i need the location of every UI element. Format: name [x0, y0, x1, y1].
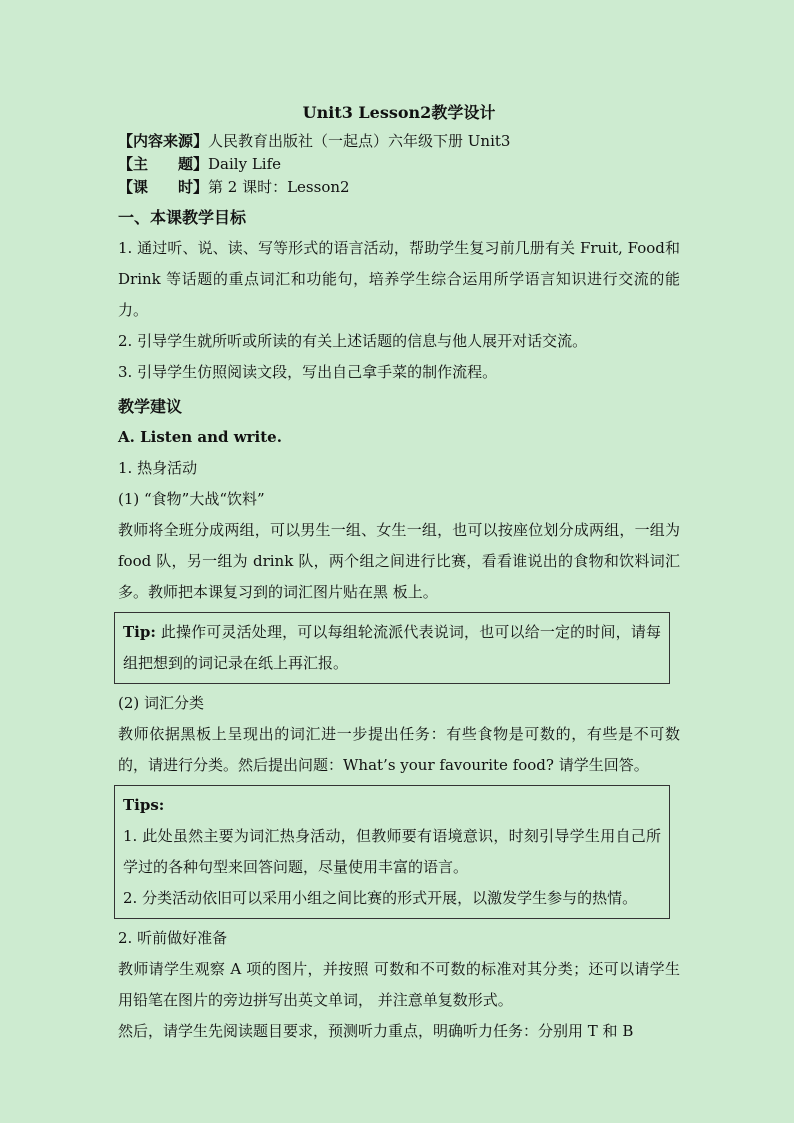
meta-source — [118, 130, 680, 153]
goal-1: 1. 通过听、说、读、写等形式的语言活动，帮助学生复习前几册有关 Fruit, Food和 Drink 等话题的重点词汇和功能句，培养学生综合运用所学语言知识进行交流的能力。 — [118, 239, 680, 319]
meta-topic-value: Daily Life — [208, 155, 282, 173]
tip-1-text: 此操作可灵活处理，可以每组轮流派代表说词，也可以给一定的时间，请每组把想到的词记录在纸上再汇报。 — [123, 623, 661, 672]
tips-2-label: Tips: — [123, 796, 165, 814]
tip-1-label: Tip: — [123, 623, 156, 641]
section-goals-heading: 一、本课教学目标 — [118, 208, 247, 227]
sub-1-heading: (1) “食物”大战“饮料” — [118, 490, 265, 508]
sub-2-text: 教师依据黑板上呈现出的词汇进一步提出任务：有些食物是可数的，有些是不可数的，请进行分类。然后提出问题：What’s your favourite food? 请学生回答。 — [118, 725, 680, 774]
document-title: Unit3 Lesson2教学设计 — [302, 103, 496, 122]
step-2-text-2: 然后，请学生先阅读题目要求，预测听力重点，明确听力任务：分别用 T 和 B — [118, 1022, 634, 1040]
tip-1-paragraph — [123, 617, 661, 679]
meta-topic — [118, 153, 680, 176]
tip-box-2 — [114, 785, 670, 919]
part-a-heading: A. Listen and write. — [118, 428, 282, 446]
step-2-heading: 2. 听前做好准备 — [118, 929, 228, 947]
meta-period — [118, 176, 680, 199]
tip-box-1 — [114, 612, 670, 684]
tips-2-item-2: 2. 分类活动依旧可以采用小组之间比赛的形式开展，以激发学生参与的热情。 — [123, 889, 638, 907]
sub-1-text: 教师将全班分成两组，可以男生一组、女生一组，也可以按座位划分成两组，一组为 food 队，另一组为 drink 队，两个组之间进行比赛，看看谁说出的食物和饮料词汇多。教师把本课复习到的词汇图片贴在黑 板上。 — [118, 521, 680, 601]
step-2-text-1: 教师请学生观察 A 项的图片，并按照 可数和不可数的标准对其分类；还可以请学生用铅笔在图片的旁边拼写出英文单词， 并注意单复数形式。 — [118, 960, 680, 1009]
goal-2: 2. 引导学生就所听或所读的有关上述话题的信息与他人展开对话交流。 — [118, 332, 588, 350]
document-body — [118, 100, 680, 1047]
meta-period-label: 【课 时】 — [118, 178, 209, 196]
meta-topic-label: 【主 题】 — [118, 155, 209, 173]
meta-source-value: 人民教育出版社（一起点）六年级下册 Unit3 — [208, 132, 511, 150]
meta-source-label: 【内容来源】 — [118, 132, 209, 150]
step-1-heading: 1. 热身活动 — [118, 459, 198, 477]
meta-period-value: 第 2 课时：Lesson2 — [208, 178, 350, 196]
goal-3: 3. 引导学生仿照阅读文段，写出自己拿手菜的制作流程。 — [118, 363, 498, 381]
sub-2-heading: (2) 词汇分类 — [118, 694, 205, 712]
section-suggestions-heading: 教学建议 — [118, 397, 183, 416]
tips-2-item-1: 1. 此处虽然主要为词汇热身活动，但教师要有语境意识，时刻引导学生用自己所学过的各种句型来回答问题，尽量使用丰富的语言。 — [123, 827, 661, 876]
